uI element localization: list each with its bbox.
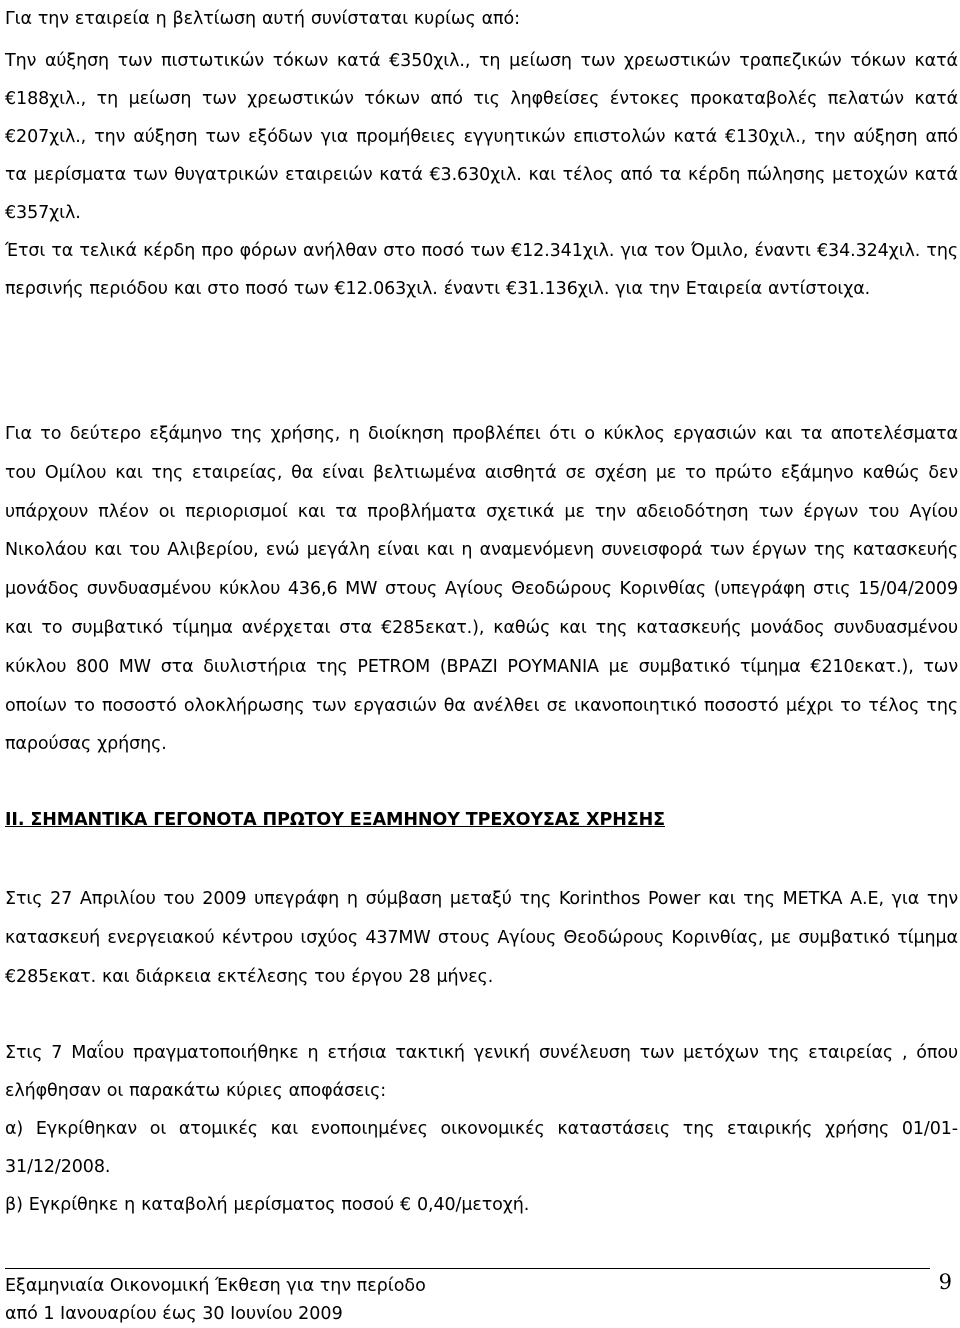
decision-a-line1: α) Εγκρίθηκαν οι ατομικές και ενοποιημένες οικονομικές καταστάσεις της εταιρικής χρήσης 01/01- xyxy=(5,1119,958,1139)
decision-b: β) Εγκρίθηκε η καταβολή μερίσματος ποσού € 0,40/μετοχή. xyxy=(5,1195,530,1215)
footer-period: από 1 Ιανουαρίου έως 30 Ιουνίου 2009 xyxy=(5,1304,343,1324)
results-paragraph xyxy=(5,42,958,308)
decision-a-line2: 31/12/2008. xyxy=(5,1157,111,1177)
section-heading: ΙΙ. ΣΗΜΑΝΤΙΚΑ ΓΕΓΟΝΟΤΑ ΠΡΩΤΟΥ ΕΞΑΜΗΝΟΥ ΤΡΕΧΟΥΣΑΣ ΧΡΗΣΗΣ xyxy=(5,810,665,830)
meeting-paragraph xyxy=(5,1034,958,1224)
contract-paragraph: Στις 27 Απριλίου του 2009 υπεγράφη η σύμβαση μεταξύ της Korinthos Power και της ΜΕΤΚΑ Α.Ε, για την κατασκευή ενεργειακού κέντρου ισχύος 437MW στους Αγίους Θεοδώρους Κορινθίας, με συμβατικό τίμημα €285εκατ. και διάρκεια εκτέλεσης του έργου 28 μήνες. xyxy=(5,889,958,987)
intro-line: Για την εταιρεία η βελτίωση αυτή συνίσταται κυρίως από: xyxy=(5,9,520,29)
results-text: Την αύξηση των πιστωτικών τόκων κατά €350χιλ., τη μείωση των χρεωστικών τραπεζικών τόκων κατά €188χιλ., τη μείωση των χρεωστικών τόκων από τις ληφθείσες έντοκες προκαταβολές πελατών κατά €207χιλ., την αύξηση των εξόδων για προμήθειες εγγυητικών επιστολών κατά €130χιλ., την αύξηση από τα μερίσματα των θυγατρικών εταιρειών κατά €3.630χιλ. και τέλος από τα κέρδη πώλησης μετοχών κατά €357χιλ. xyxy=(5,51,958,223)
outlook-paragraph: Για το δεύτερο εξάμηνο της χρήσης, η διοίκηση προβλέπει ότι ο κύκλος εργασιών και τα αποτελέσματα του Ομίλου και της εταιρείας, θα είναι βελτιωμένα αισθητά σε σχέση με το πρώτο εξάμηνο καθώς δεν υπάρχουν πλέον οι περιορισμοί και τα προβλήματα σχετικά με την αδειοδότηση των έργων του Αγίου Νικολάου και του Αλιβερίου, ενώ μεγάλη είναι και η αναμενόμενη συνεισφορά των έργων της κατασκευής μονάδος συνδυασμένου κύκλου 436,6 MW στους Αγίους Θεοδώρους Κορινθίας (υπεγράφη στις 15/04/2009 και το συμβατικό τίμημα ανέρχεται στα €285εκατ.), καθώς και της κατασκευής μονάδος συνδυασμένου κύκλου 800 MW στα διυλιστήρια της PETROM (ΒΡΑΖΙ ΡΟΥΜΑΝΙΑ με συμβατικό τίμημα €210εκατ.), των οποίων το ποσοστό ολοκλήρωσης των εργασιών θα ανέλθει σε ικανοποιητικό ποσοστό μέχρι το τέλος της παρούσας χρήσης. xyxy=(5,424,958,755)
results-text-2: Έτσι τα τελικά κέρδη προ φόρων ανήλθαν στο ποσό των €12.341χιλ. για τον Όμιλο, έναντι €34.324χιλ. της περσινής περιόδου και στο ποσό των €12.063χιλ. έναντι €31.136χιλ. για την Εταιρεία αντίστοιχα. xyxy=(5,241,958,299)
footer-divider xyxy=(5,1268,930,1269)
footer-title: Εξαμηνιαία Οικονομική Έκθεση για την περίοδο xyxy=(5,1276,426,1296)
meeting-intro: Στις 7 Μαΐου πραγματοποιήθηκε η ετήσια τακτική γενική συνέλευση των μετόχων της εταιρείας , όπου ελήφθησαν οι παρακάτω κύριες αποφάσεις: xyxy=(5,1043,958,1101)
page-number: 9 xyxy=(938,1270,952,1294)
footer xyxy=(5,1272,426,1328)
